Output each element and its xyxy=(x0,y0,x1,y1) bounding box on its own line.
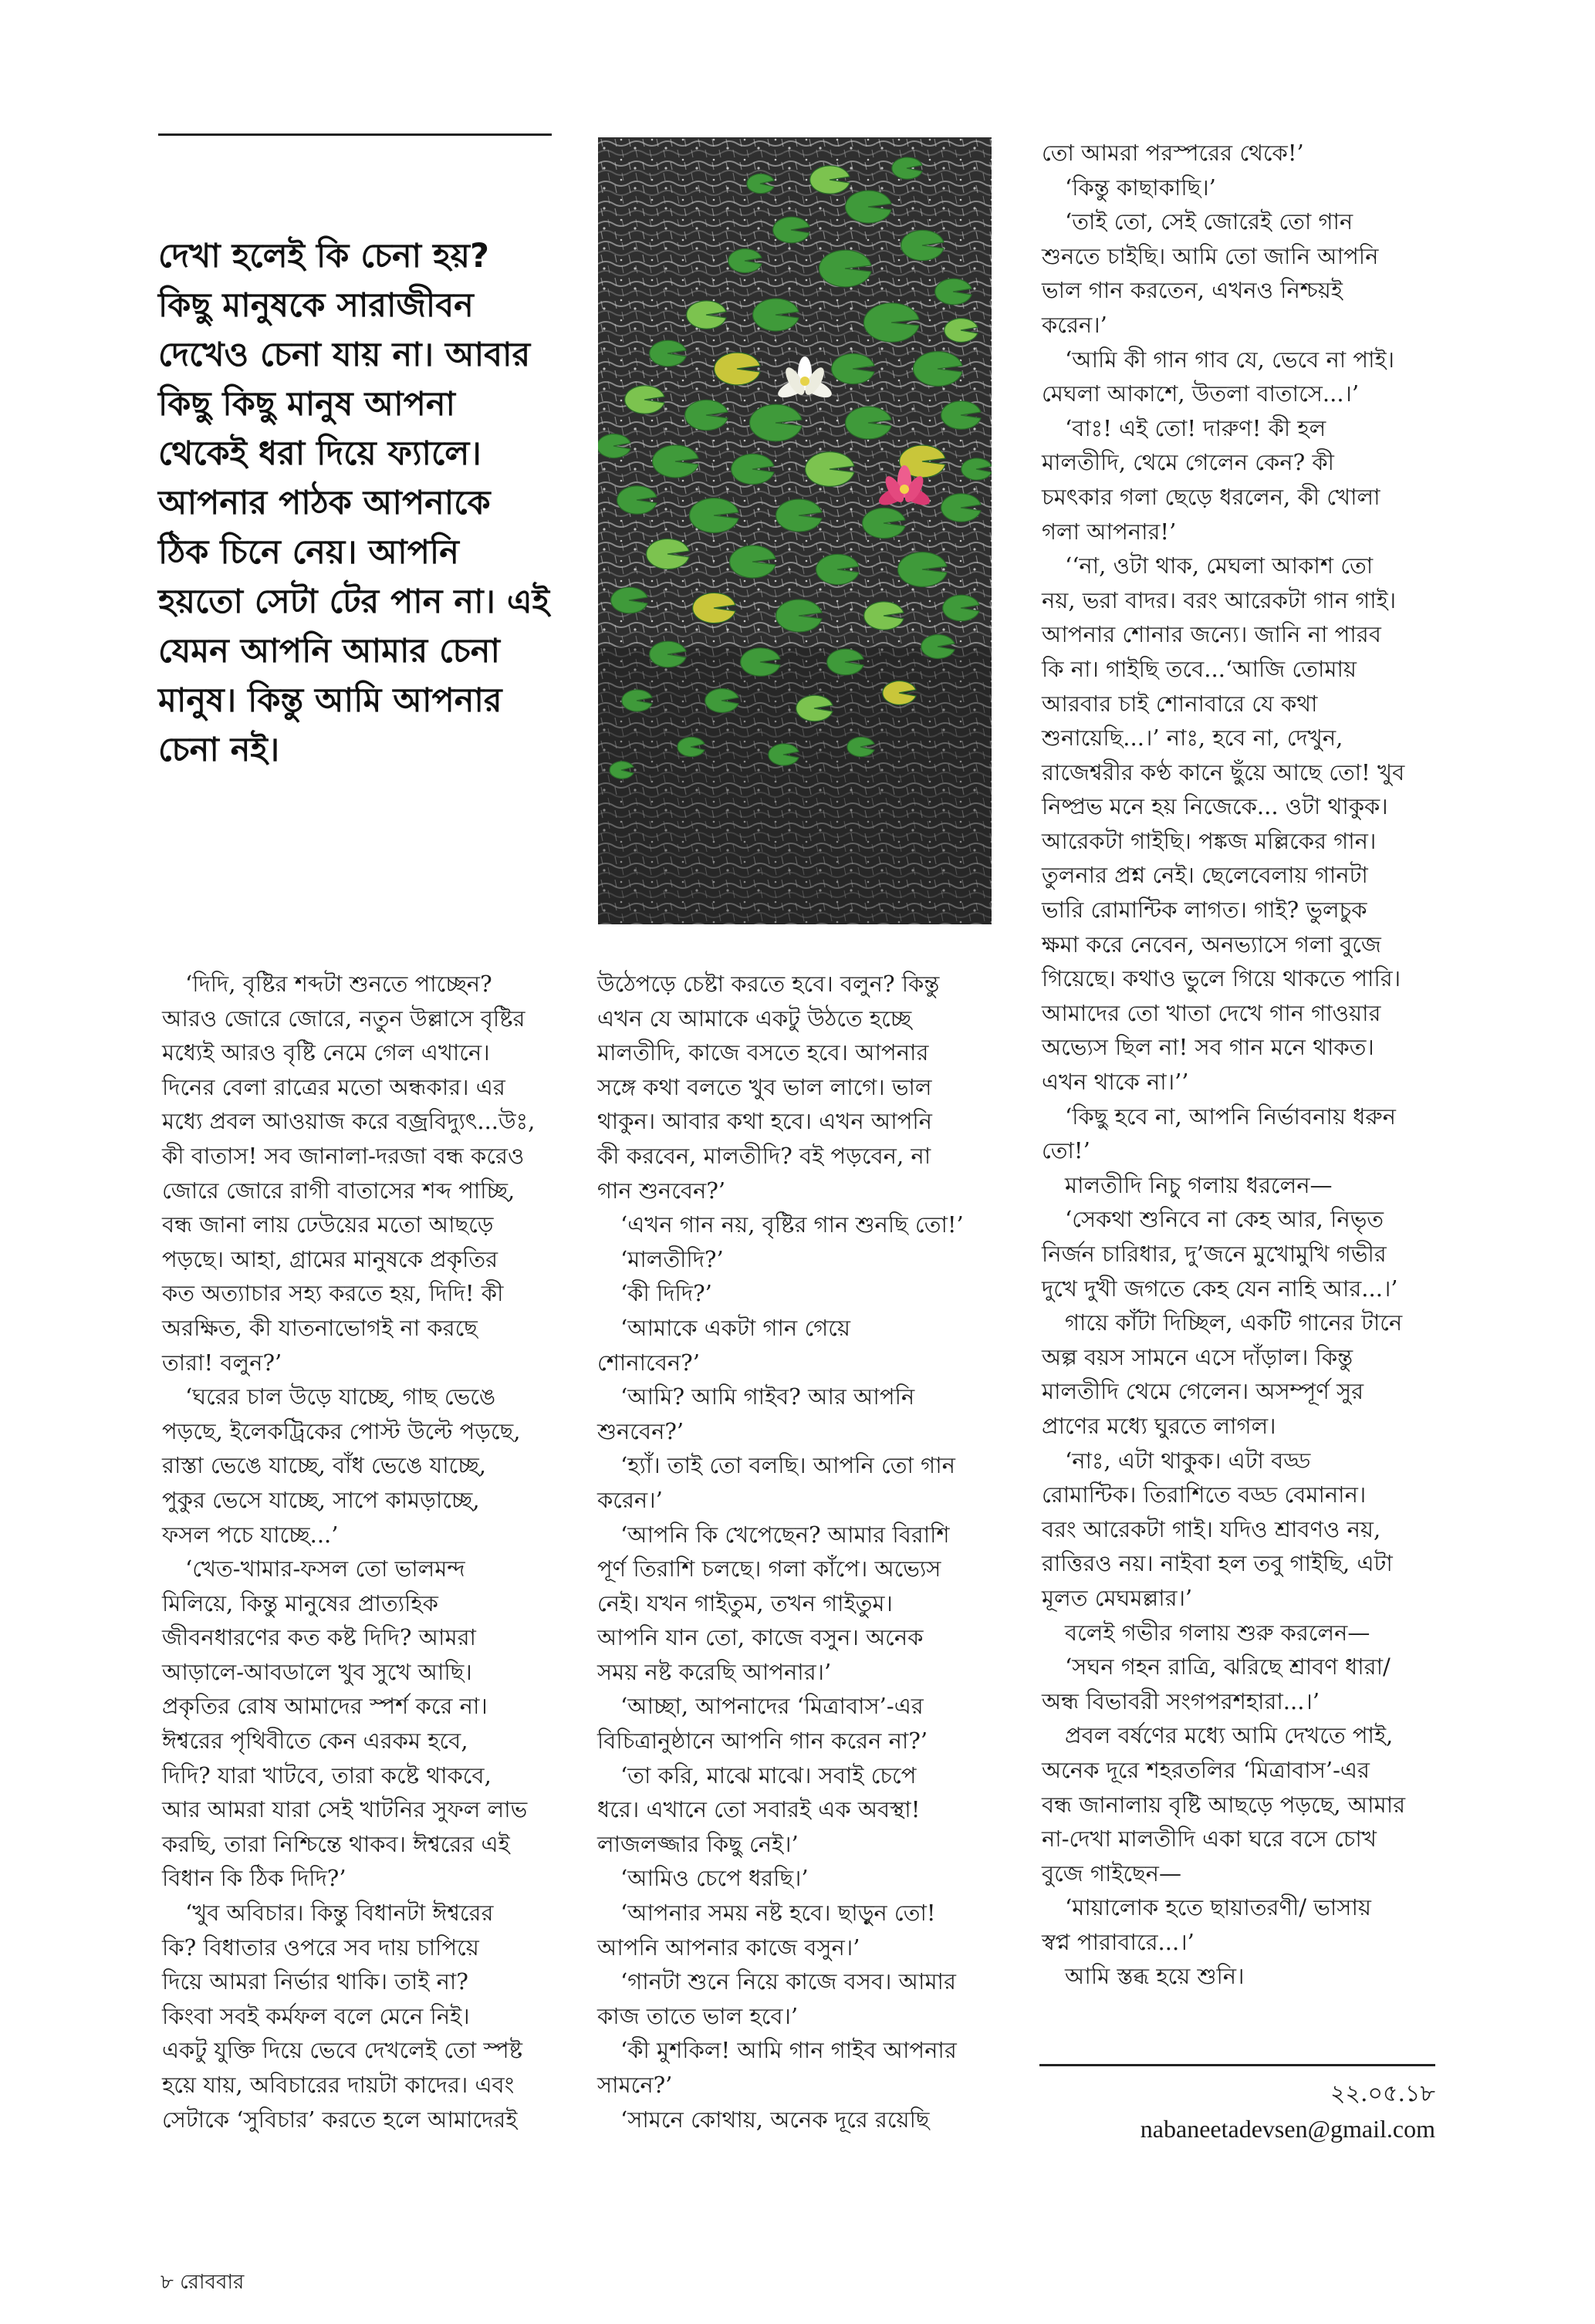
text-line: অভ্যেস ছিল না! সব গান মনে থাকত। xyxy=(1042,1034,1374,1061)
text-line: ‘দিদি, বৃষ্টির শব্দটা শুনতে পাচ্ছেন? xyxy=(185,971,492,997)
text-line: শুনায়েছি...।’ নাঃ, হবে না, দেখুন, xyxy=(1042,725,1343,752)
text-line: জোরে জোরে রাগী বাতাসের শব্দ পাচ্ছি, xyxy=(162,1177,515,1204)
text-line: তারা! বলুন?’ xyxy=(162,1349,282,1376)
text-line: দিনের বেলা রাত্রের মতো অন্ধকার। এর xyxy=(162,1073,505,1100)
text-line: হয়ে যায়, অবিচারের দায়টা কাদের। এবং xyxy=(162,2072,515,2098)
text-line: শোনাবেন?’ xyxy=(597,1349,700,1376)
text-line: আরেকটা গাইছি। পঙ্কজ মল্লিকের গান। xyxy=(1042,827,1377,854)
text-line: বিধান কি ঠিক দিদি?’ xyxy=(162,1865,346,1892)
signoff-rule xyxy=(1039,2064,1435,2066)
text-line: ‘কী মুশকিল! আমি গান গাইব আপনার xyxy=(620,2037,957,2064)
text-line: গলা আপনার!’ xyxy=(1042,518,1177,545)
text-line: ‘কিছু হবে না, আপনি নির্ভাবনায় ধরুন xyxy=(1065,1103,1396,1130)
text-line: আপনার শোনার জন্যে। জানি না পারব xyxy=(1042,621,1381,648)
text-line: দিয়ে আমরা নির্ভার থাকি। তাই না? xyxy=(162,1968,468,1995)
pull-quote-line: মানুষ। কিন্তু আমি আপনার xyxy=(158,681,502,720)
text-line: ‘আপনার সময় নষ্ট হবে। ছাড়ুন তো! xyxy=(620,1900,936,1927)
article-column-1 xyxy=(162,967,563,2137)
text-line: ভাল গান করতেন, এখনও নিশ্চয়ই xyxy=(1042,277,1343,304)
text-line: সেটাকে ‘সুবিচার’ করতে হলে আমাদেরই xyxy=(162,2106,518,2133)
text-line: মূলত মেঘমল্লার।’ xyxy=(1042,1584,1193,1611)
text-line: নির্জন চারিধার, দু’জনে মুখোমুখি গভীর xyxy=(1042,1241,1387,1267)
text-line: আরবার চাই শোনাবারে যে কথা xyxy=(1042,690,1318,717)
text-line: কত অত্যাচার সহ্য করতে হয়, দিদি! কী xyxy=(162,1280,504,1307)
text-line: ‘আমাকে একটা গান গেয়ে xyxy=(620,1314,850,1341)
text-line: ফসল পচে যাচ্ছে...’ xyxy=(162,1521,339,1548)
text-line: ‘সেকথা শুনিবে না কেহ আর, নিভৃত xyxy=(1065,1206,1384,1233)
text-line: ‘মালতীদি?’ xyxy=(620,1245,724,1272)
pull-quote-line: আপনার পাঠক আপনাকে xyxy=(158,484,491,522)
text-line: প্রাণের মধ্যে ঘুরতে লাগল। xyxy=(1042,1412,1276,1439)
text-line: এখন থাকে না।’’ xyxy=(1042,1069,1189,1096)
text-line: একটু যুক্তি দিয়ে ভেবে দেখলেই তো স্পষ্ট xyxy=(162,2037,523,2064)
lily-pond-photo xyxy=(598,137,992,924)
text-line: রাত্তিরও নয়। নাইবা হল তবু গাইছি, এটা xyxy=(1042,1550,1393,1577)
pull-quote-line: হয়তো সেটা টের পান না। এই xyxy=(158,583,549,621)
text-line: তুলনার প্রশ্ন নেই। ছেলেবেলায় গানটা xyxy=(1042,862,1368,889)
text-line: শুনবেন?’ xyxy=(597,1417,684,1444)
text-line: আপনি আপনার কাজে বসুন।’ xyxy=(597,1934,860,1961)
text-line: পুকুর ভেসে যাচ্ছে, সাপে কামড়াচ্ছে, xyxy=(162,1486,480,1513)
text-line: বন্ধ জানা লায় ঢেউয়ের মতো আছড়ে xyxy=(162,1211,494,1238)
text-line: আমাদের তো খাতা দেখে গান গাওয়ার xyxy=(1042,999,1381,1026)
pull-quote-line: থেকেই ধরা দিয়ে ফ্যালে। xyxy=(158,434,482,473)
text-line: জীবনধারণের কত কষ্ট দিদি? আমরা xyxy=(162,1624,476,1651)
text-line: বন্ধ জানালায় বৃষ্টি আছড়ে পড়ছে, আমার xyxy=(1042,1791,1406,1818)
text-line: ভারি রোমান্টিক লাগত। গাই? ভুলচুক xyxy=(1042,897,1367,924)
text-line: কিংবা সবই কর্মফল বলে মেনে নিই। xyxy=(162,2002,470,2029)
text-line: দুখে দুখী জগতে কেহ যেন নাহি আর...।’ xyxy=(1042,1275,1398,1302)
text-line: থাকুন। আবার কথা হবে। এখন আপনি xyxy=(597,1108,932,1135)
text-line: লাজলজ্জার কিছু নেই।’ xyxy=(597,1830,799,1857)
text-line: বুজে গাইছেন— xyxy=(1042,1860,1181,1887)
text-line: অল্প বয়স সামনে এসে দাঁড়াল। কিন্তু xyxy=(1042,1343,1353,1370)
text-line: অরক্ষিত, কী যাতনাভোগই না করছে xyxy=(162,1314,478,1341)
text-line: ‘তা করি, মাঝে মাঝে। সবাই চেপে xyxy=(620,1762,917,1789)
text-line: ‘সামনে কোথায়, অনেক দূরে রয়েছি xyxy=(620,2106,930,2133)
text-line: ক্ষমা করে নেবেন, অনভ্যাসে গলা বুজে xyxy=(1042,931,1381,958)
text-line: ধরে। এখানে তো সবারই এক অবস্থা! xyxy=(597,1796,921,1823)
text-line: অন্ধ বিভাবরী সংগপরশহারা...।’ xyxy=(1042,1687,1320,1714)
text-line: আমি স্তব্ধ হয়ে শুনি। xyxy=(1065,1963,1245,1990)
text-line: স্বপ্ন পারাবারে...।’ xyxy=(1042,1928,1195,1955)
text-line: মালতীদি, থেমে গেলেন কেন? কী xyxy=(1042,449,1334,476)
pull-quote-line: চেনা নই। xyxy=(158,731,280,769)
text-line: করেন।’ xyxy=(597,1486,663,1513)
text-line: শুনতে চাইছি। আমি তো জানি আপনি xyxy=(1042,242,1379,269)
text-line: আর আমরা যারা সেই খাটনির সুফল লাভ xyxy=(162,1796,528,1823)
text-line: পূর্ণ তিরাশি চলছে। গলা কাঁপে। অভ্যেস xyxy=(597,1556,941,1583)
text-line: পড়ছে, ইলেকট্রিকের পোস্ট উল্টে পড়ছে, xyxy=(162,1417,521,1444)
text-line: কি না। গাইছি তবে...‘আজি তোমায় xyxy=(1042,655,1357,682)
text-line: অনেক দূরে শহরতলির ‘মিত্রাবাস’-এর xyxy=(1042,1756,1370,1783)
text-line: কী বাতাস! সব জানালা-দরজা বন্ধ করেও xyxy=(162,1142,525,1169)
text-line: ‘নাঃ, এটা থাকুক। এটা বড্ড xyxy=(1065,1447,1311,1474)
pull-quote-line: দেখা হলেই কি চেনা হয়? xyxy=(158,237,489,275)
text-line: মালতীদি, কাজে বসতে হবে। আপনার xyxy=(597,1039,929,1066)
text-line: রোমান্টিক। তিরাশিতে বড্ড বেমানান। xyxy=(1042,1481,1367,1508)
text-line: এখন যে আমাকে একটু উঠতে হচ্ছে xyxy=(597,1005,912,1032)
text-line: ‘ঘরের চাল উড়ে যাচ্ছে, গাছ ভেঙে xyxy=(185,1383,496,1410)
text-line: তো আমরা পরস্পরের থেকে!’ xyxy=(1042,140,1304,166)
text-line: ‘কী দিদি?’ xyxy=(620,1280,712,1307)
text-line: মালতীদি নিচু গলায় ধরলেন— xyxy=(1065,1171,1333,1198)
text-line: রাজেশ্বরীর কণ্ঠ কানে ছুঁয়ে আছে তো! খুব xyxy=(1042,758,1405,785)
text-line: সঙ্গে কথা বলতে খুব ভাল লাগে। ভাল xyxy=(597,1073,932,1100)
pull-quote xyxy=(158,231,559,775)
text-line: মিলিয়ে, কিন্তু মানুষের প্রাত্যহিক xyxy=(162,1589,438,1616)
text-line: মধ্যেই আরও বৃষ্টি নেমে গেল এখানে। xyxy=(162,1039,490,1066)
text-line: ‘আমি কী গান গাব যে, ভেবে না পাই। xyxy=(1065,346,1394,373)
text-line: উঠেপড়ে চেষ্টা করতে হবে। বলুন? কিন্তু xyxy=(597,971,940,997)
text-line: বিচিত্রানুষ্ঠানে আপনি গান করেন না?’ xyxy=(597,1728,928,1755)
text-line: গিয়েছে। কথাও ভুলে গিয়ে থাকতে পারি। xyxy=(1042,965,1401,992)
text-line: ‘মায়ালোক হতে ছায়াতরণী/ ভাসায় xyxy=(1065,1894,1371,1921)
text-line: ঈশ্বরের পৃথিবীতে কেন এরকম হবে, xyxy=(162,1728,468,1755)
text-line: না-দেখা মালতীদি একা ঘরে বসে চোখ xyxy=(1042,1826,1377,1853)
text-line: ‘খেত-খামার-ফসল তো ভালমন্দ xyxy=(185,1556,465,1583)
text-line: ‘তাই তো, সেই জোরেই তো গান xyxy=(1065,208,1353,235)
text-line: নিষ্প্রভ মনে হয় নিজেকে... ওটা থাকুক। xyxy=(1042,793,1388,820)
text-line: ‘কিন্তু কাছাকাছি।’ xyxy=(1065,174,1216,201)
pull-quote-line: দেখেও চেনা যায় না। আবার xyxy=(158,336,531,374)
text-line: প্রকৃতির রোষ আমাদের স্পর্শ করে না। xyxy=(162,1693,488,1720)
text-line: আপনি যান তো, কাজে বসুন। অনেক xyxy=(597,1624,924,1651)
text-line: নয়, ভরা বাদর। বরং আরেকটা গান গাই। xyxy=(1042,586,1397,613)
text-line: সামনে?’ xyxy=(597,2072,673,2098)
text-line: নেই। যখন গাইতুম, তখন গাইতুম। xyxy=(597,1589,893,1616)
text-line: আড়ালে-আবডালে খুব সুখে আছি। xyxy=(162,1658,472,1685)
text-line: প্রবল বর্ষণের মধ্যে আমি দেখতে পাই, xyxy=(1065,1722,1394,1749)
author-email: nabaneetadevsen@gmail.com xyxy=(1140,2115,1435,2143)
text-line: গায়ে কাঁটা দিচ্ছিল, একটি গানের টানে xyxy=(1065,1309,1403,1336)
text-line: ‘আমিও চেপে ধরছি।’ xyxy=(620,1865,809,1892)
text-line: ‘হ্যাঁ। তাই তো বলছি। আপনি তো গান xyxy=(620,1452,955,1479)
text-line: বরং আরেকটা গাই। যদিও শ্রাবণও নয়, xyxy=(1042,1515,1381,1542)
text-line: ‘খুব অবিচার। কিন্তু বিধানটা ঈশ্বরের xyxy=(185,1900,494,1927)
text-line: তো!’ xyxy=(1042,1137,1090,1164)
text-line: মেঘলা আকাশে, উতলা বাতাসে...।’ xyxy=(1042,380,1360,407)
text-line: রাস্তা ভেঙে যাচ্ছে, বাঁধ ভেঙে যাচ্ছে, xyxy=(162,1452,486,1479)
text-line: চমৎকার গলা ছেড়ে ধরলেন, কী খোলা xyxy=(1042,483,1380,510)
text-line: ‘বাঃ! এই তো! দারুণ! কী হল xyxy=(1065,414,1326,441)
text-line: বলেই গভীর গলায় শুরু করলেন— xyxy=(1065,1619,1370,1646)
page-footer: ৮ রোববার xyxy=(161,2271,245,2294)
article-column-2 xyxy=(597,967,999,2137)
top-rule xyxy=(158,133,552,136)
text-line: কাজ তাতে ভাল হবে।’ xyxy=(597,2002,799,2029)
text-line: গান শুনবেন?’ xyxy=(597,1177,726,1204)
text-line: মালতীদি থেমে গেলেন। অসম্পূর্ণ সুর xyxy=(1042,1378,1364,1405)
pull-quote-line: ঠিক চিনে নেয়। আপনি xyxy=(158,533,459,572)
text-line: ‘সঘন গহন রাত্রি, ঝরিছে শ্রাবণ ধারা/ xyxy=(1065,1653,1391,1681)
text-line: ‘আমি? আমি গাইব? আর আপনি xyxy=(620,1383,915,1410)
text-line: আরও জোরে জোরে, নতুন উল্লাসে বৃষ্টির xyxy=(162,1005,525,1032)
text-line: কি? বিধাতার ওপরে সব দায় চাপিয়ে xyxy=(162,1934,479,1961)
pull-quote-line: কিছু মানুষকে সারাজীবন xyxy=(158,286,474,325)
text-line: ‘‘না, ওটা থাক, মেঘলা আকাশ তো xyxy=(1065,552,1374,579)
text-line: ‘আচ্ছা, আপনাদের ‘মিত্রাবাস’-এর xyxy=(620,1693,924,1720)
date: ২২.০৫.১৮ xyxy=(1330,2080,1435,2107)
pull-quote-line: যেমন আপনি আমার চেনা xyxy=(158,632,500,671)
text-line: দিদি? যারা খাটবে, তারা কষ্টে থাকবে, xyxy=(162,1762,492,1789)
article-column-3 xyxy=(1042,136,1443,1994)
text-line: পড়ছে। আহা, গ্রামের মানুষকে প্রকৃতির xyxy=(162,1245,498,1272)
text-line: কী করবেন, মালতীদি? বই পড়বেন, না xyxy=(597,1142,931,1169)
text-line: ‘এখন গান নয়, বৃষ্টির গান শুনছি তো!’ xyxy=(620,1211,964,1238)
text-line: করছি, তারা নিশ্চিন্তে থাকব। ঈশ্বরের এই xyxy=(162,1830,510,1857)
text-line: করেন।’ xyxy=(1042,311,1107,338)
pull-quote-line: কিছু কিছু মানুষ আপনা xyxy=(158,385,455,424)
text-line: মধ্যে প্রবল আওয়াজ করে বজ্রবিদ্যুৎ...উঃ, xyxy=(162,1108,536,1135)
text-line: ‘আপনি কি খেপেছেন? আমার বিরাশি xyxy=(620,1521,950,1548)
text-line: ‘গানটা শুনে নিয়ে কাজে বসব। আমার xyxy=(620,1968,956,1995)
text-line: সময় নষ্ট করেছি আপনার।’ xyxy=(597,1658,832,1685)
